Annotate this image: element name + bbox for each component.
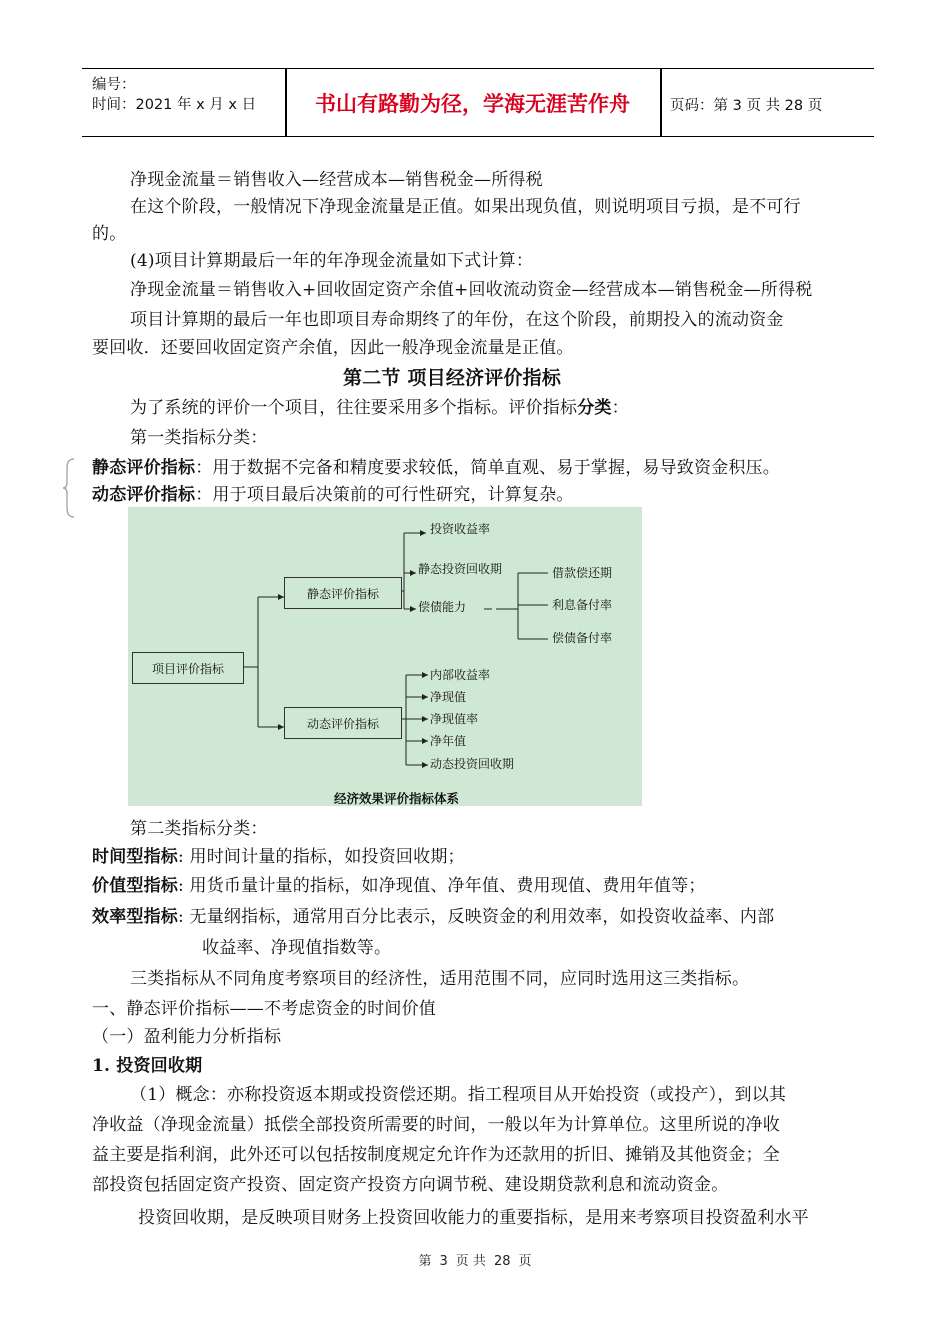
paragraph-line: 益主要是指利润，此外还可以包括按制度规定允许作为还款用的折旧、摊销及其他资金；全 xyxy=(92,1145,780,1165)
heading-level3: 1. 投资回收期 xyxy=(92,1056,203,1076)
efficiency-indicator-line xyxy=(92,905,774,929)
efficiency-term: 效率型指标 xyxy=(92,907,178,927)
paragraph-line: 要回收．还要回收固定资产余值，因此一般净现金流量是正值。 xyxy=(92,338,574,358)
static-indicator-line xyxy=(92,456,780,480)
header-page-label: 页码：第 3 页 共 28 页 xyxy=(670,98,823,114)
value-desc: : 用货币量计量的指标，如净现值、净年值、费用现值、费用年值等； xyxy=(178,876,706,896)
diagram-dynamic-child: 净年值 xyxy=(430,734,467,748)
footer-prefix: 第 xyxy=(418,1254,432,1269)
doc-time-label: 时间：2021 年 x 月 x 日 xyxy=(92,97,257,113)
diagram-static-child: 静态投资回收期 xyxy=(418,562,503,576)
brace-icon xyxy=(62,458,76,518)
diagram-caption: 经济效果评价指标体系 xyxy=(334,791,460,806)
diagram-dynamic-child: 动态投资回收期 xyxy=(430,757,515,771)
diagram-solvency-child: 借款偿还期 xyxy=(552,566,613,580)
header-motto: 书山有路勤为径，学海无涯苦作舟 xyxy=(315,91,630,116)
header-divider xyxy=(660,69,662,136)
class2-title: 第二类指标分类： xyxy=(130,819,268,839)
diagram-static-child: 投资收益率 xyxy=(430,522,491,536)
value-indicator-line xyxy=(92,874,706,898)
paragraph-line: 净收益（净现金流量）抵偿全部投资所需要的时间，一般以年为计算单位。这里所说的净收 xyxy=(92,1115,780,1135)
heading-level2: （一）盈利能力分析指标 xyxy=(92,1027,282,1047)
indicator-tree-diagram xyxy=(128,507,642,806)
dynamic-term: 动态评价指标 xyxy=(92,485,196,505)
time-indicator-line xyxy=(92,845,465,869)
header-divider xyxy=(285,69,287,136)
intro-suffix: ： xyxy=(611,398,629,418)
paragraph-line: （1）概念：亦称投资返本期或投资偿还期。指工程项目从开始投资（或投产），到以其 xyxy=(130,1085,787,1105)
static-desc: ：用于数据不完备和精度要求较低，简单直观、易于掌握，易导致资金积压。 xyxy=(195,458,781,478)
doc-number-label: 编号： xyxy=(92,77,136,93)
diagram-dynamic-child: 净现值 xyxy=(430,690,467,704)
paragraph-line: 在这个阶段，一般情况下净现金流量是正值。如果出现负值，则说明项目亏损，是不可行 xyxy=(130,197,801,217)
footer-mid: 页 共 xyxy=(455,1254,486,1269)
diagram-solvency-child: 利息备付率 xyxy=(552,598,613,612)
intro-bold: 分类 xyxy=(577,398,612,418)
time-term: 时间型指标 xyxy=(92,847,178,867)
efficiency-desc-cont: 收益率、净现值指数等。 xyxy=(202,938,392,958)
diagram-static-node: 静态评价指标 xyxy=(284,577,402,609)
class1-title: 第一类指标分类： xyxy=(130,428,268,448)
paragraph-line: 净现金流量＝销售收入—经营成本—销售税金—所得税 xyxy=(130,170,543,190)
paragraph-line: 项目计算期的最后一年也即项目寿命期终了的年份，在这个阶段，前期投入的流动资金 xyxy=(130,310,784,330)
footer-suffix: 页 xyxy=(518,1254,532,1269)
value-term: 价值型指标 xyxy=(92,876,178,896)
intro-prefix: 为了系统的评价一个项目，往往要采用多个指标。评价指标 xyxy=(130,398,578,418)
dynamic-indicator-line xyxy=(92,483,574,507)
page-header xyxy=(82,68,874,137)
diagram-dynamic-child: 净现值率 xyxy=(430,712,479,726)
diagram-dynamic-child: 内部收益率 xyxy=(430,668,491,682)
diagram-static-child: 偿债能力 xyxy=(418,600,467,614)
diagram-root-node: 项目评价指标 xyxy=(132,652,244,684)
summary-line: 三类指标从不同角度考察项目的经济性，适用范围不同，应同时选用这三类指标。 xyxy=(130,969,750,989)
footer-page: 3 xyxy=(439,1254,448,1269)
section-title: 第二节 项目经济评价指标 xyxy=(343,367,562,389)
page-footer xyxy=(0,1250,950,1269)
paragraph-line: 的。 xyxy=(92,224,127,244)
paragraph-line: (4)项目计算期最后一年的年净现金流量如下式计算： xyxy=(130,251,534,271)
diagram-solvency-child: 偿债备付率 xyxy=(552,631,613,645)
diagram-dynamic-node: 动态评价指标 xyxy=(284,707,402,739)
time-desc: : 用时间计量的指标，如投资回收期； xyxy=(178,847,465,867)
heading-level1: 一、静态评价指标——不考虑资金的时间价值 xyxy=(92,999,436,1019)
footer-total: 28 xyxy=(493,1254,511,1269)
paragraph-line: 投资回收期，是反映项目财务上投资回收能力的重要指标，是用来考察项目投资盈利水平 xyxy=(138,1208,809,1228)
dynamic-desc: ：用于项目最后决策前的可行性研究，计算复杂。 xyxy=(195,485,574,505)
paragraph-line: 净现金流量＝销售收入+回收固定资产余值+回收流动资金—经营成本—销售税金—所得税 xyxy=(130,280,813,300)
static-term: 静态评价指标 xyxy=(92,458,196,478)
intro-line xyxy=(130,396,629,420)
paragraph-line: 部投资包括固定资产投资、固定资产投资方向调节税、建设期贷款利息和流动资金。 xyxy=(92,1175,729,1195)
efficiency-desc: : 无量纲指标，通常用百分比表示，反映资金的利用效率，如投资收益率、内部 xyxy=(178,907,775,927)
